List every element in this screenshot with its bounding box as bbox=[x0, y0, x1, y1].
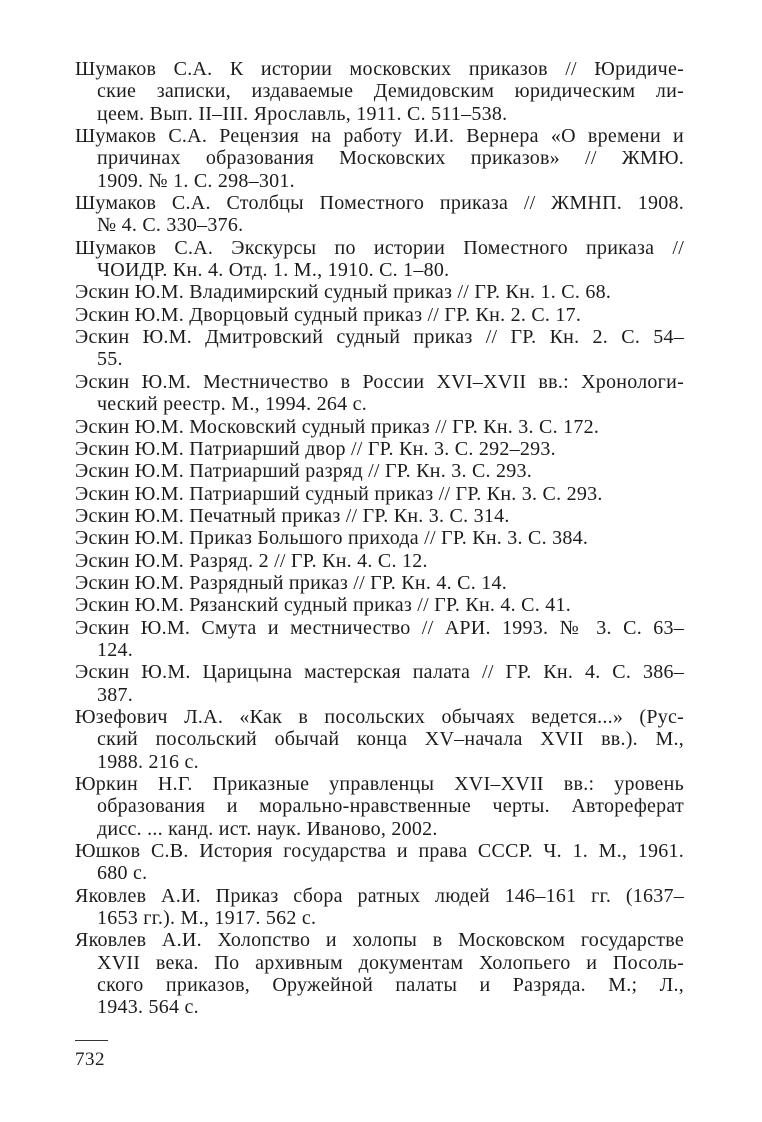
entry-continuation-line: № 4. С. 330–376. bbox=[97, 214, 244, 237]
entry-first-line: Яковлев А.И. Приказ сбора ратных людей 146–161 гг. (1637– bbox=[75, 884, 684, 907]
bibliography-entry bbox=[75, 594, 684, 616]
entry-continuation-line: ского приказов, Оружейной палаты и Разряда. М.; Л., bbox=[97, 974, 684, 997]
entry-continuation-line: образования и морально-нравственные черты. Автореферат bbox=[97, 795, 684, 818]
bibliography-entry bbox=[75, 192, 684, 237]
entry-first-line: Шумаков С.А. Экскурсы по истории Поместного приказа // bbox=[75, 236, 684, 259]
bibliography-entry bbox=[75, 483, 684, 505]
entry-continuation-line: 55. bbox=[97, 348, 123, 371]
bibliography-entry bbox=[75, 58, 684, 125]
bibliography-entry bbox=[75, 281, 684, 303]
entry-continuation-line: 1909. № 1. С. 298–301. bbox=[97, 169, 295, 192]
bibliography-entry bbox=[75, 125, 684, 192]
entry-continuation-line: XVII века. По архивным документам Холопьего и Посоль- bbox=[97, 951, 684, 974]
entry-first-line: Шумаков С.А. Рецензия на работу И.И. Вернера «О времени и bbox=[75, 125, 684, 148]
bibliography-entry bbox=[75, 550, 684, 572]
entry-first-line: Эскин Ю.М. Рязанский судный приказ // ГР. Кн. 4. С. 41. bbox=[75, 594, 571, 617]
entry-continuation-line: ЧОИДР. Кн. 4. Отд. 1. М., 1910. С. 1–80. bbox=[97, 259, 450, 282]
entry-first-line: Эскин Ю.М. Дмитровский судный приказ // ГР. Кн. 2. С. 54– bbox=[75, 326, 684, 349]
entry-first-line: Эскин Ю.М. Разряд. 2 // ГР. Кн. 4. С. 12. bbox=[75, 549, 428, 572]
bibliography-entry bbox=[75, 460, 684, 482]
bibliography-entry bbox=[75, 304, 684, 326]
entry-first-line: Эскин Ю.М. Дворцовый судный приказ // ГР. Кн. 2. С. 17. bbox=[75, 303, 582, 326]
entry-continuation-line: ческий реестр. М., 1994. 264 с. bbox=[97, 393, 367, 416]
entry-continuation-line: 387. bbox=[97, 683, 133, 706]
entry-first-line: Эскин Ю.М. Патриарший разряд // ГР. Кн. 3. С. 293. bbox=[75, 460, 533, 483]
entry-continuation-line: цеем. Вып. II–III. Ярославль, 1911. С. 511–538. bbox=[97, 102, 508, 125]
entry-first-line: Шумаков С.А. К истории московских приказов // Юридиче- bbox=[75, 58, 684, 80]
bibliography-entry bbox=[75, 929, 684, 1018]
bibliography-entry bbox=[75, 237, 684, 282]
page-number: 732 bbox=[75, 1049, 105, 1070]
bibliography-entry bbox=[75, 326, 684, 371]
entry-first-line: Юркин Н.Г. Приказные управленцы XVI–XVII вв.: уровень bbox=[75, 773, 684, 795]
entry-first-line: Юшков С.В. История государства и права СССР. Ч. 1. М., 1961. bbox=[75, 840, 684, 863]
entry-continuation-line: 1988. 216 с. bbox=[97, 750, 199, 773]
entry-first-line: Юзефович Л.А. «Как в посольских обычаях ведется...» (Рус- bbox=[75, 705, 684, 728]
entry-continuation-line: 680 с. bbox=[97, 862, 148, 885]
entry-continuation-line: 1653 гг.). М., 1917. 562 с. bbox=[97, 907, 317, 930]
entry-first-line: Эскин Ю.М. Смута и местничество // АРИ. 1993. № 3. С. 63– bbox=[75, 616, 684, 639]
bibliography-list bbox=[75, 58, 684, 1019]
entry-first-line: Эскин Ю.М. Местничество в России XVI–XVII вв.: Хронологи- bbox=[75, 370, 684, 393]
bibliography-entry bbox=[75, 885, 684, 930]
bibliography-entry bbox=[75, 438, 684, 460]
entry-first-line: Эскин Ю.М. Патриарший судный приказ // ГР. Кн. 3. С. 293. bbox=[75, 482, 603, 505]
bibliography-entry bbox=[75, 706, 684, 773]
bibliography-entry bbox=[75, 572, 684, 594]
entry-continuation-line: 1943. 564 с. bbox=[97, 996, 199, 1019]
entry-first-line: Шумаков С.А. Столбцы Поместного приказа // ЖМНП. 1908. bbox=[75, 192, 684, 215]
bibliography-entry bbox=[75, 371, 684, 416]
footer-rule bbox=[75, 1040, 108, 1041]
bibliography-entry bbox=[75, 773, 684, 840]
bibliography-entry bbox=[75, 617, 684, 662]
entry-first-line: Эскин Ю.М. Царицына мастерская палата // ГР. Кн. 4. С. 386– bbox=[75, 661, 684, 684]
entry-first-line: Эскин Ю.М. Разрядный приказ // ГР. Кн. 4. С. 14. bbox=[75, 571, 507, 594]
entry-first-line: Эскин Ю.М. Владимирский судный приказ // ГР. Кн. 1. С. 68. bbox=[75, 281, 612, 304]
entry-first-line: Эскин Ю.М. Московский судный приказ // ГР. Кн. 3. С. 172. bbox=[75, 415, 600, 438]
bibliography-entry bbox=[75, 505, 684, 527]
bibliography-entry bbox=[75, 416, 684, 438]
entry-first-line: Яковлев А.И. Холопство и холопы в Московском государстве bbox=[75, 929, 684, 952]
bibliography-entry bbox=[75, 661, 684, 706]
entry-first-line: Эскин Ю.М. Приказ Большого прихода // ГР. Кн. 3. С. 384. bbox=[75, 527, 589, 550]
bibliography-entry bbox=[75, 527, 684, 549]
entry-first-line: Эскин Ю.М. Патриарший двор // ГР. Кн. 3. С. 292–293. bbox=[75, 437, 556, 460]
bibliography-entry bbox=[75, 840, 684, 885]
entry-first-line: Эскин Ю.М. Печатный приказ // ГР. Кн. 3. С. 314. bbox=[75, 504, 510, 527]
entry-continuation-line: дисс. ... канд. ист. наук. Иваново, 2002. bbox=[97, 817, 438, 840]
entry-continuation-line: ские записки, издаваемые Демидовским юридическим ли- bbox=[97, 80, 684, 103]
entry-continuation-line: причинах образования Московских приказов» // ЖМЮ. bbox=[97, 147, 684, 170]
entry-continuation-line: 124. bbox=[97, 638, 133, 661]
entry-continuation-line: ский посольский обычай конца XV–начала XVII вв.). М., bbox=[97, 728, 684, 751]
